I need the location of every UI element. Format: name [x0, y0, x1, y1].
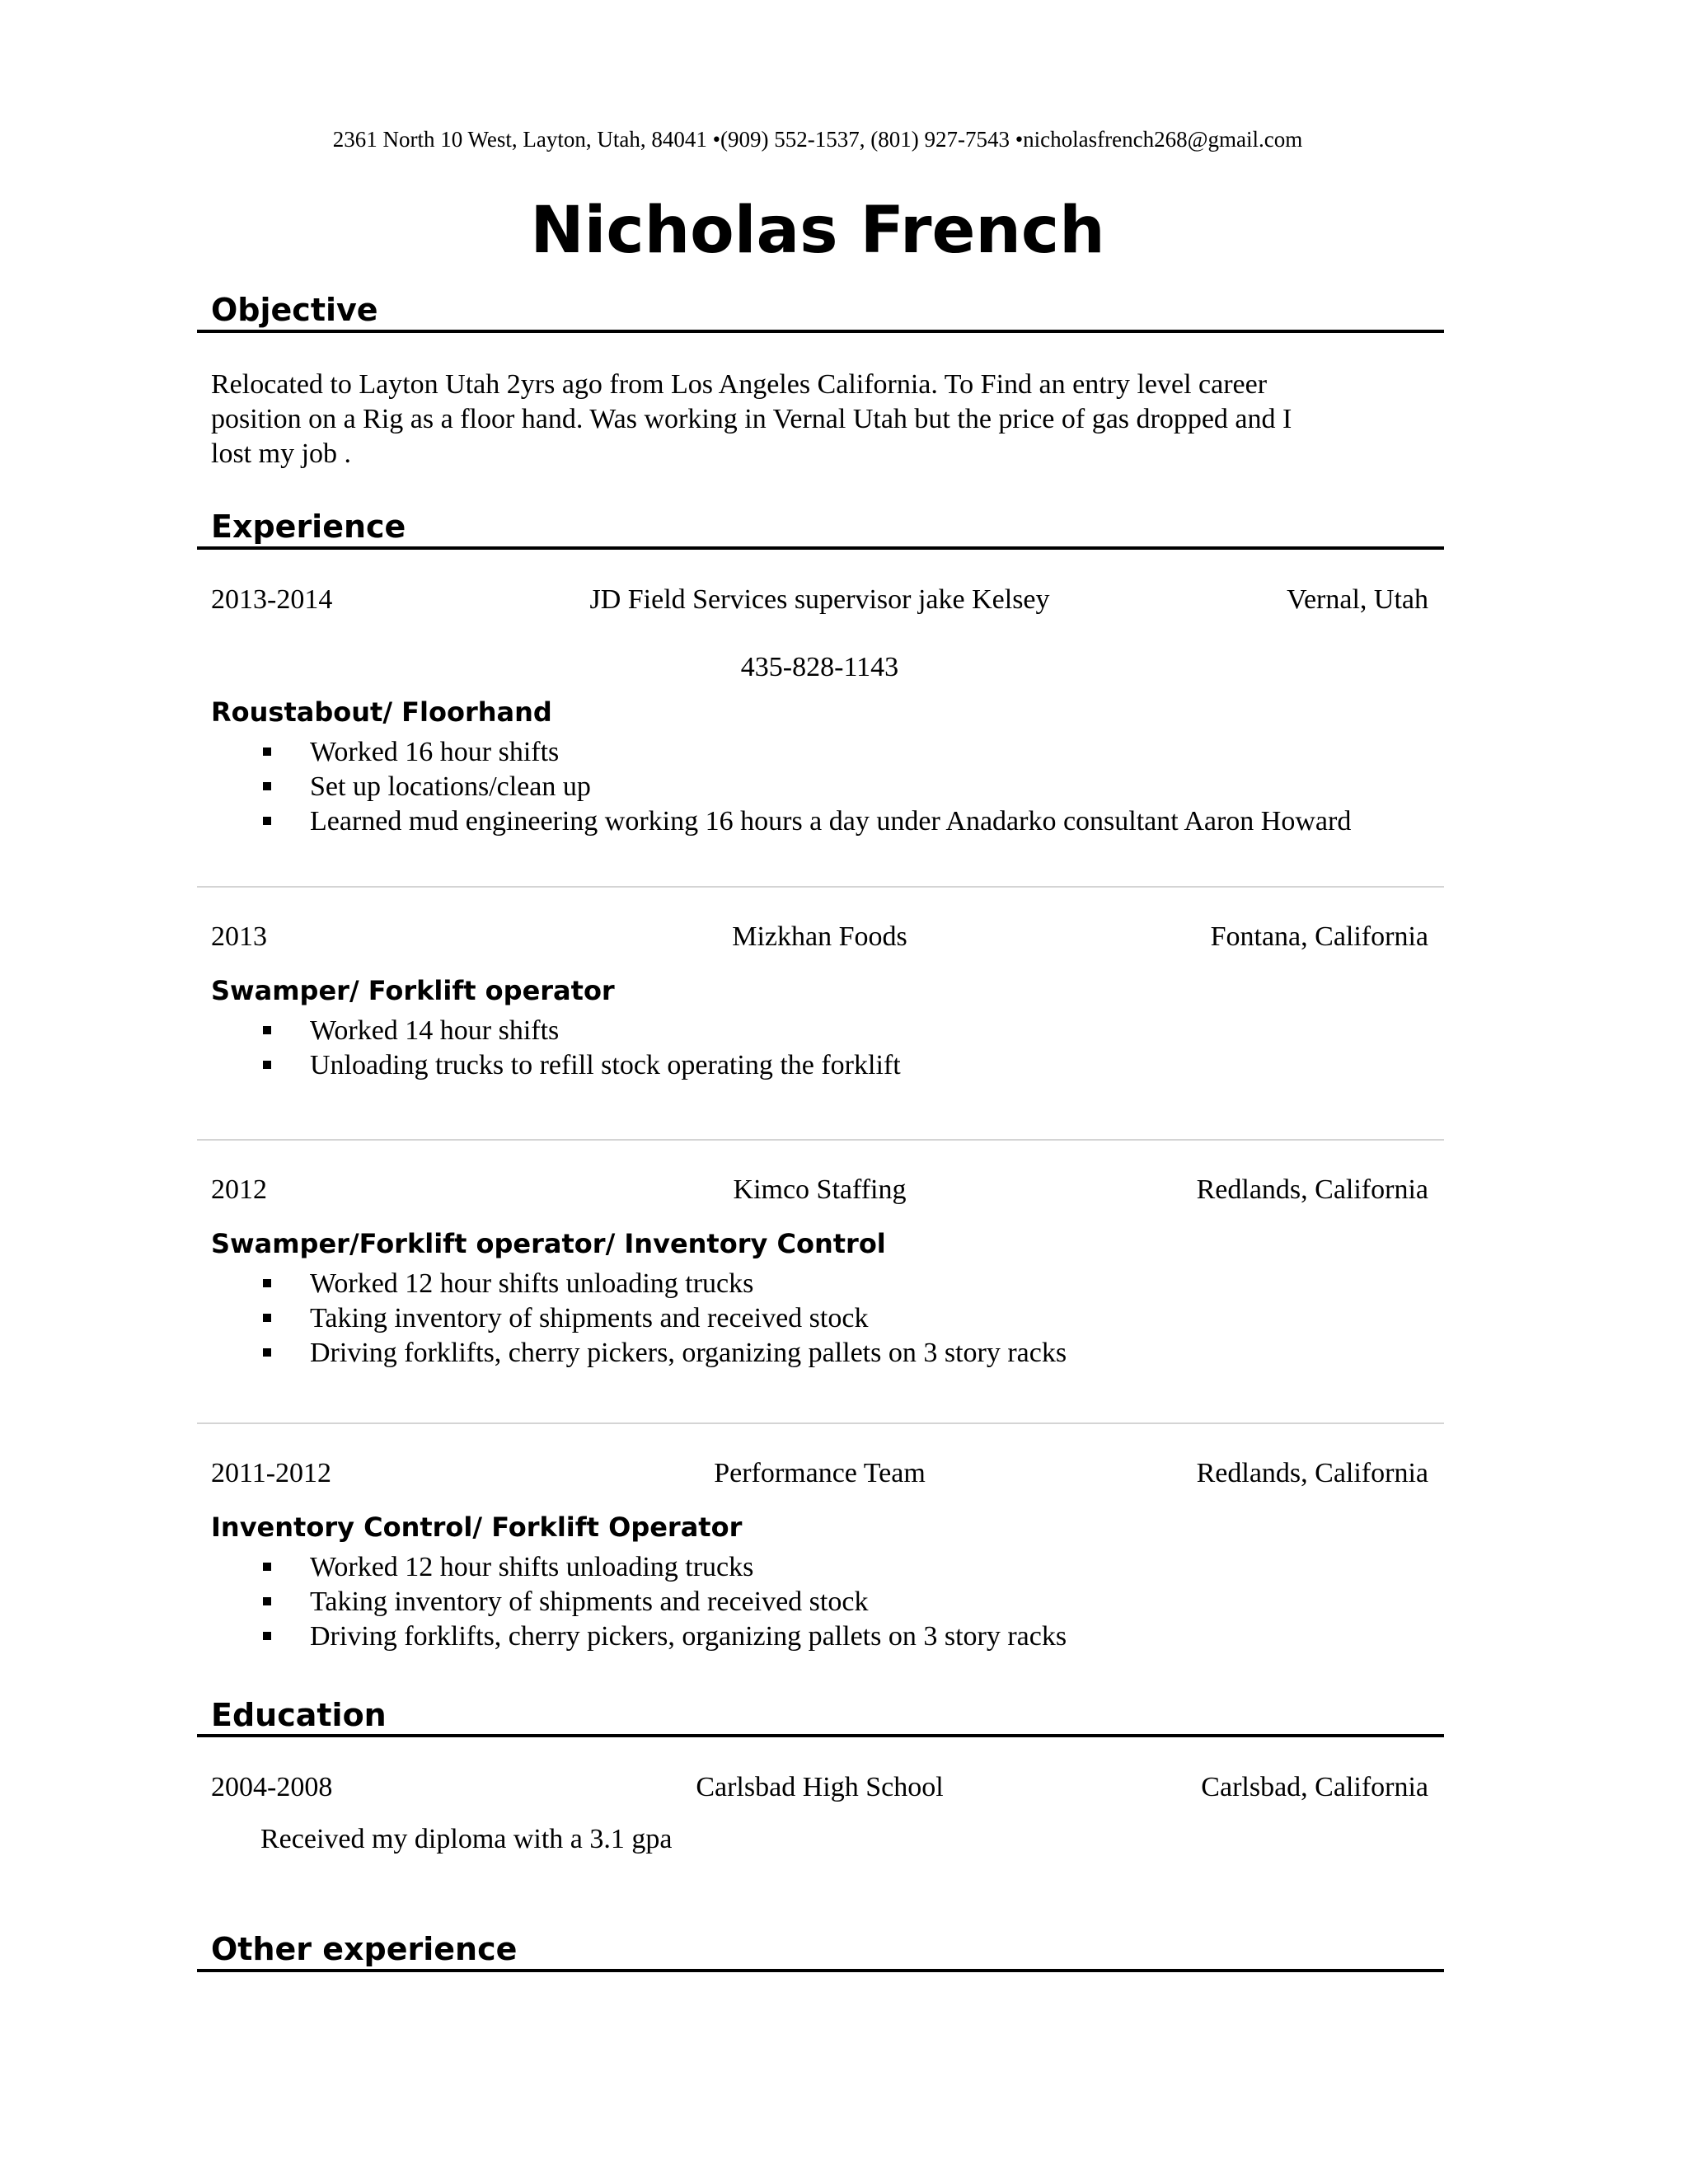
education-years: 2004-2008: [211, 1772, 333, 1802]
bullet-square-icon: [263, 817, 271, 825]
bullet-square-icon: [263, 1632, 271, 1640]
duty-item: Worked 12 hour shifts unloading trucks: [211, 1267, 1067, 1301]
job-years: 2012: [211, 1174, 267, 1205]
education-rule: [197, 1734, 1444, 1737]
job-location: Redlands, California: [1196, 1458, 1428, 1488]
job-location: Fontana, California: [1210, 921, 1428, 952]
job-header-row: [211, 1172, 1428, 1208]
job-employer: JD Field Services supervisor jake Kelsey: [589, 584, 1050, 615]
bullet-square-icon: [263, 1563, 271, 1571]
job-header-row: [211, 582, 1428, 618]
bullet-square-icon: [263, 1597, 271, 1605]
bullet-square-icon: [263, 748, 271, 756]
job-divider: [197, 1139, 1444, 1141]
job-years: 2011-2012: [211, 1458, 332, 1488]
objective-line: lost my job .: [211, 438, 352, 469]
job-divider: [197, 886, 1444, 888]
duty-item: Taking inventory of shipments and received stock: [211, 1585, 1067, 1619]
education-school: Carlsbad High School: [696, 1772, 944, 1802]
education-location: Carlsbad, California: [1201, 1772, 1428, 1802]
job-location: Redlands, California: [1196, 1174, 1428, 1205]
job-location: Vernal, Utah: [1287, 584, 1428, 615]
job-employer: Kimco Staffing: [733, 1174, 907, 1205]
experience-heading: Experience: [211, 509, 406, 545]
duty-item: Driving forklifts, cherry pickers, organizing pallets on 3 story racks: [211, 1336, 1067, 1371]
job-years: 2013: [211, 921, 267, 952]
job-duties: [211, 735, 1351, 839]
job-role: Swamper/Forklift operator/ Inventory Control: [211, 1228, 886, 1259]
job-divider: [197, 1422, 1444, 1424]
candidate-name: Nicholas French: [530, 194, 1105, 268]
other-experience-rule: [197, 1969, 1444, 1972]
job-years: 2013-2014: [211, 584, 333, 615]
duty-item: Unloading trucks to refill stock operating the forklift: [211, 1048, 901, 1083]
job-employer: Performance Team: [714, 1458, 926, 1488]
bullet-square-icon: [263, 1348, 271, 1357]
bullet-square-icon: [263, 1061, 271, 1069]
duty-item: Set up locations/clean up: [211, 770, 1351, 804]
duty-item: Learned mud engineering working 16 hours a day under Anadarko consultant Aaron Howard: [211, 804, 1351, 839]
job-duties: [211, 1014, 901, 1083]
job-role: Inventory Control/ Forklift Operator: [211, 1511, 743, 1543]
education-row: [211, 1769, 1428, 1806]
job-employer: Mizkhan Foods: [732, 921, 907, 952]
job-duties: [211, 1550, 1067, 1654]
duty-item: Worked 12 hour shifts unloading trucks: [211, 1550, 1067, 1585]
objective-line: position on a Rig as a floor hand. Was working in Vernal Utah but the price of gas dropped and I: [211, 404, 1292, 434]
job-phone: 435-828-1143: [740, 652, 899, 682]
duty-item: Taking inventory of shipments and received stock: [211, 1301, 1067, 1336]
job-duties: [211, 1267, 1067, 1371]
bullet-square-icon: [263, 782, 271, 790]
other-experience-heading: Other experience: [211, 1931, 518, 1967]
education-note: Received my diploma with a 3.1 gpa: [260, 1824, 673, 1854]
bullet-square-icon: [263, 1314, 271, 1322]
job-header-row: [211, 919, 1428, 955]
objective-rule: [197, 330, 1444, 333]
education-heading: Education: [211, 1697, 387, 1733]
bullet-square-icon: [263, 1026, 271, 1034]
duty-item: Worked 14 hour shifts: [211, 1014, 901, 1048]
job-role: Swamper/ Forklift operator: [211, 975, 615, 1006]
duty-item: Worked 16 hour shifts: [211, 735, 1351, 770]
experience-rule: [197, 546, 1444, 550]
job-header-row: [211, 1455, 1428, 1492]
job-role: Roustabout/ Floorhand: [211, 696, 552, 728]
objective-heading: Objective: [211, 292, 378, 328]
bullet-square-icon: [263, 1279, 271, 1287]
objective-line: Relocated to Layton Utah 2yrs ago from Los Angeles California. To Find an entry level career: [211, 369, 1268, 400]
contact-info: 2361 North 10 West, Layton, Utah, 84041 •(909) 552-1537, (801) 927-7543 •nicholasfrench268@gmail.com: [332, 127, 1303, 152]
objective-text: [211, 368, 1447, 471]
duty-item: Driving forklifts, cherry pickers, organizing pallets on 3 story racks: [211, 1619, 1067, 1654]
